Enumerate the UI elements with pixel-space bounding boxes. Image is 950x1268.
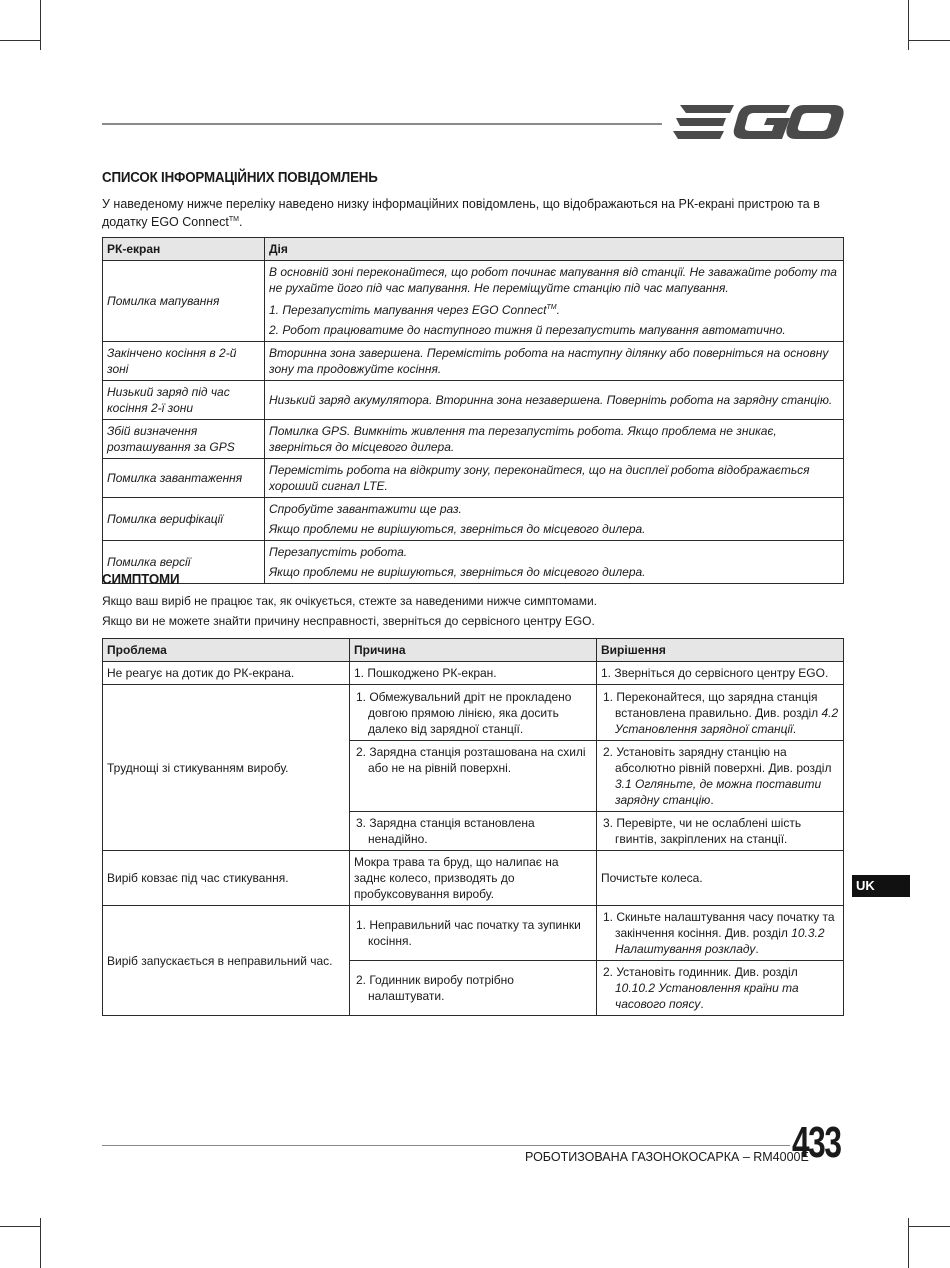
action-cell: Перезапустіть робота. Якщо проблеми не вирішуються, зверніться до місцевого дилера. bbox=[265, 541, 844, 584]
solution-cell: 1. Переконайтеся, що зарядна станція встановлена правильно. Див. розділ 4.2 Установлення зарядної станції. bbox=[597, 685, 844, 741]
section-title-symptoms: СИМПТОМИ bbox=[102, 572, 180, 588]
page-number: 433 bbox=[792, 1118, 841, 1167]
lcd-message: Помилка мапування bbox=[103, 261, 265, 342]
action-cell: Вторинна зона завершена. Перемістіть робота на наступну ділянку або поверніться на основну зону та продовжуйте косіння. bbox=[265, 342, 844, 381]
language-tab: UK bbox=[852, 875, 910, 897]
crop-mark bbox=[908, 0, 909, 50]
table-row bbox=[103, 851, 844, 906]
lcd-message: Помилка завантаження bbox=[103, 459, 265, 498]
crop-mark bbox=[908, 40, 950, 41]
cause-cell: 1. Обмежувальний дріт не прокладено довгою прямою лінією, яка досить далеко від зарядної станції. bbox=[350, 685, 597, 741]
table-header-row bbox=[103, 238, 844, 261]
section-reference: 3.1 Огляньте, де можна поставити зарядну станцію bbox=[615, 777, 822, 807]
solution-cell: 2. Установіть зарядну станцію на абсолютно рівній поверхні. Див. розділ 3.1 Огляньте, де можна поставити зарядну станцію. bbox=[597, 741, 844, 812]
lcd-message: Закінчено косіння в 2-й зоні bbox=[103, 342, 265, 381]
tm-mark: TM bbox=[546, 304, 557, 311]
solution-cell: 1. Зверніться до сервісного центру EGO. bbox=[597, 662, 844, 685]
lcd-message: Низький заряд під час косіння 2-ї зони bbox=[103, 381, 265, 420]
section-reference: 10.10.2 Установлення країни та часового поясу bbox=[615, 981, 799, 1011]
cause-cell: 1. Пошкоджено РК-екран. bbox=[350, 662, 597, 685]
solution-cell: Почистьте колеса. bbox=[597, 851, 844, 906]
section-title-info: СПИСОК ІНФОРМАЦІЙНИХ ПОВІДОМЛЕНЬ bbox=[102, 170, 378, 186]
table-row bbox=[103, 381, 844, 420]
table-row bbox=[103, 459, 844, 498]
table-header-row bbox=[103, 639, 844, 662]
table-row bbox=[103, 261, 844, 342]
lcd-message: Помилка верифікації bbox=[103, 498, 265, 541]
footer-title: РОБОТИЗОВАНА ГАЗОНОКОСАРКА – RM4000E bbox=[525, 1150, 809, 1164]
footer-rule bbox=[102, 1145, 790, 1146]
crop-mark bbox=[40, 0, 41, 50]
problem-cell: Виріб ковзає під час стикування. bbox=[103, 851, 350, 906]
action-cell: Помилка GPS. Вимкніть живлення та перезапустіть робота. Якщо проблема не зникає, зверніться до місцевого дилера. bbox=[265, 420, 844, 459]
table-row bbox=[103, 420, 844, 459]
problem-cell: Труднощі зі стикуванням виробу. bbox=[103, 685, 350, 851]
crop-mark bbox=[0, 1226, 40, 1227]
problem-cell: Виріб запускається в неправильний час. bbox=[103, 906, 350, 1016]
solution-cell: 2. Установіть годинник. Див. розділ 10.10.2 Установлення країни та часового поясу. bbox=[597, 961, 844, 1016]
table-row bbox=[103, 342, 844, 381]
table-row bbox=[103, 662, 844, 685]
column-header: Проблема bbox=[103, 639, 350, 662]
intro-text: У наведеному нижче переліку наведено низку інформаційних повідомлень, що відображаються на РК-екрані пристрою та в додатку EGO Connect bbox=[102, 197, 820, 230]
crop-mark bbox=[0, 40, 40, 41]
cause-cell: Мокра трава та бруд, що налипає на заднє колесо, призводять до пробуксовування виробу. bbox=[350, 851, 597, 906]
table-row bbox=[103, 498, 844, 541]
table-row bbox=[103, 541, 844, 584]
lcd-message: Збій визначення розташування за GPS bbox=[103, 420, 265, 459]
crop-mark bbox=[908, 1226, 950, 1227]
column-header: Вирішення bbox=[597, 639, 844, 662]
solution-cell: 1. Скиньте налаштування часу початку та закінчення косіння. Див. розділ 10.3.2 Налаштування розкладу. bbox=[597, 906, 844, 961]
symptoms-table bbox=[102, 638, 844, 1016]
cause-cell: 3. Зарядна станція встановлена ненадійно. bbox=[350, 812, 597, 851]
ego-logo bbox=[672, 103, 844, 143]
column-header: РК-екран bbox=[103, 238, 265, 261]
cause-cell: 2. Годинник виробу потрібно налаштувати. bbox=[350, 961, 597, 1016]
problem-cell: Не реагує на дотик до РК-екрана. bbox=[103, 662, 350, 685]
action-cell: Спробуйте завантажити ще раз. Якщо проблеми не вирішуються, зверніться до місцевого дилера. bbox=[265, 498, 844, 541]
action-cell: В основній зоні переконайтеся, що робот починає мапування від станції. Не заважайте роботу та не рухайте його під час мапування. Не переміщуйте станцію під час мапування. 1. Перезапустіть мапування через EGO Connect™. 2. Робот працюватиме до наступного тижня й перезапустить мапування автоматично. bbox=[265, 261, 844, 342]
column-header: Дія bbox=[265, 238, 844, 261]
header-rule bbox=[102, 123, 662, 125]
symptoms-line-2: Якщо ви не можете знайти причину несправності, зверніться до сервісного центру EGO. bbox=[102, 614, 595, 628]
tm-mark: TM bbox=[228, 216, 239, 223]
crop-mark bbox=[40, 1218, 41, 1268]
table-row bbox=[103, 685, 844, 741]
action-cell: Низький заряд акумулятора. Вторинна зона незавершена. Поверніть робота на зарядну станцію. bbox=[265, 381, 844, 420]
symptoms-line-1: Якщо ваш виріб не працює так, як очікується, стежте за наведеними нижче симптомами. bbox=[102, 594, 597, 608]
solution-cell: 3. Перевірте, чи не ослаблені шість гвинтів, закріплених на станції. bbox=[597, 812, 844, 851]
column-header: Причина bbox=[350, 639, 597, 662]
info-messages-table bbox=[102, 237, 844, 584]
action-cell: Перемістіть робота на відкриту зону, переконайтеся, що на дисплеї робота відображається хороший сигнал LTE. bbox=[265, 459, 844, 498]
intro-paragraph: У наведеному нижче переліку наведено низку інформаційних повідомлень, що відображаються на РК-екрані пристрою та в додатку EGO Connect™. bbox=[102, 197, 820, 230]
lcd-message: Помилка версії bbox=[103, 541, 265, 584]
table-row bbox=[103, 906, 844, 961]
cause-cell: 2. Зарядна станція розташована на схилі або не на рівній поверхні. bbox=[350, 741, 597, 812]
section-reference: 10.3.2 Налаштування розкладу bbox=[615, 926, 825, 956]
section-reference: 4.2 Установлення зарядної станції bbox=[615, 705, 839, 736]
cause-cell: 1. Неправильний час початку та зупинки косіння. bbox=[350, 906, 597, 961]
